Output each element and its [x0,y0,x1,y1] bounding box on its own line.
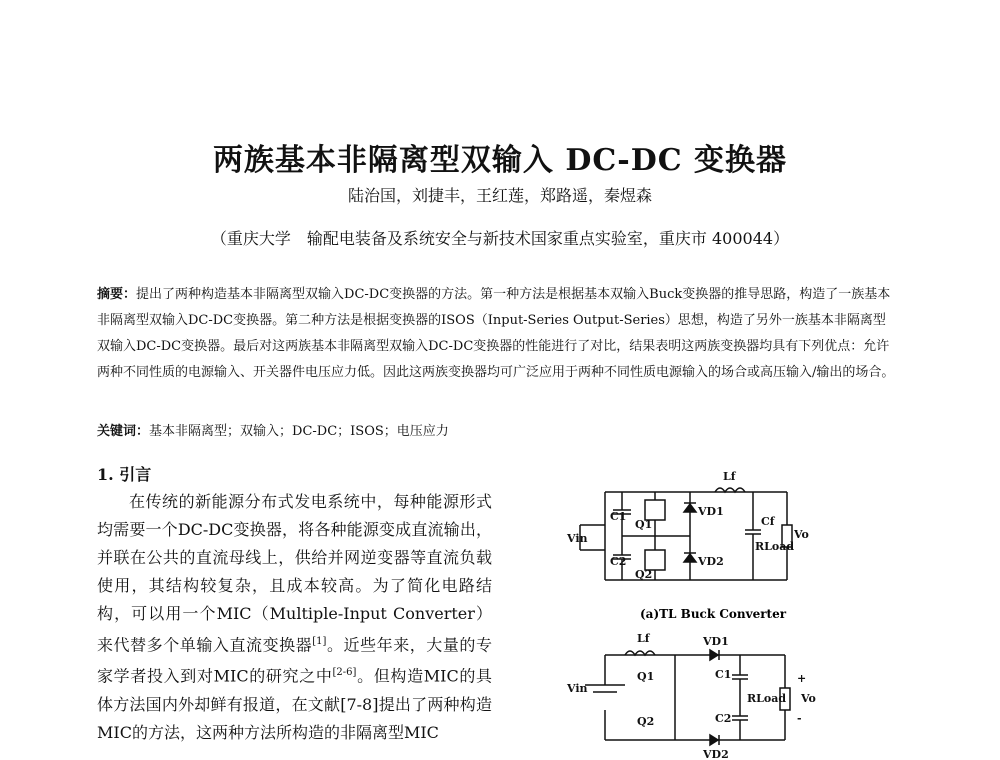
label-lf: Lf [723,470,736,483]
figure-caption: (a)TL Buck Converter [640,607,787,621]
label-lf: Lf [637,632,650,645]
label-vo: Vo [801,692,816,705]
label-vd2: VD2 [703,748,729,760]
label-vin: Vin [567,532,588,545]
label-vo: Vo [794,528,809,541]
label-plus: + [797,672,807,685]
affiliation: （重庆大学 输配电装备及系统安全与新技术国家重点实验室，重庆市 400044） [210,229,790,248]
label-q2: Q2 [637,715,655,728]
label-q2: Q2 [635,568,653,581]
label-vd2: VD2 [698,555,724,568]
label-c2: C2 [715,712,732,725]
label-c1: C1 [715,668,732,681]
keywords [97,422,897,442]
body-text [97,488,492,747]
citation: [1] [312,636,327,647]
circuit-figure [565,470,825,760]
abstract [97,282,897,386]
label-vd1: VD1 [698,505,724,518]
paragraph-text: 。但构造MIC的具体方法国内外却鲜有报道，在文献[7-8]提出了两种构造MIC的方法，这两种方法所构造的非隔离型MIC [97,666,492,742]
label-minus: - [797,712,802,725]
label-q1: Q1 [637,670,655,683]
label-c1: C1 [610,510,627,523]
label-c2: C2 [610,555,627,568]
abstract-text: 提出了两种构造基本非隔离型双输入DC-DC变换器的方法。第一种方法是根据基本双输入Buck变换器的推导思路，构造了一族基本非隔离型双输入DC-DC变换器。第二种方法是根据变换器的ISOS（Input-Series Output-Series）思想，构造了另外一族基本非隔离型双输入DC-DC变换器。最后对这两族基本非隔离型双输入DC-DC变换器的性能进行了对比，结果表明这两族变换器均具有下列优点：允许两种不同性质的电源输入、开关器件电压应力低。因此这两族变换器均可广泛应用于两种不同性质电源输入的场合或高压输入/输出的场合。 [97,287,895,380]
author-list: 陆治国，刘捷丰，王红莲，郑路遥，秦煜森 [347,186,652,205]
label-rload: RLoad [755,540,795,553]
circuit-b-labels [566,632,816,760]
paper-title: 两族基本非隔离型双输入 DC-DC 变换器 [212,143,788,178]
citation: [2-6] [332,667,357,679]
keywords-text: 基本非隔离型；双输入；DC-DC；ISOS；电压应力 [149,424,449,439]
paragraph [97,488,492,747]
paragraph-text: 。近些年来，大量的专家学者投入到对MIC的研究之中 [97,635,492,686]
label-cf: Cf [761,515,775,528]
label-vd1: VD1 [703,635,729,648]
label-q1: Q1 [635,518,653,531]
keywords-label: 关键词： [97,424,150,439]
label-vin: Vin [567,682,588,695]
label-rload: RLoad [747,692,787,705]
section-heading: 1. 引言 [97,465,152,484]
paragraph-text: 在传统的新能源分布式发电系统中，每种能源形式均需要一个DC-DC变换器，将各种能源变成直流输出，并联在公共的直流母线上，供给并网逆变器等直流负载使用，其结构较复杂，且成本较高。为了简化电路结构，可以用一个MIC（Multiple-Input Converter）来代替多个单输入直流变换器 [97,492,492,655]
abstract-label: 摘要： [97,287,137,302]
